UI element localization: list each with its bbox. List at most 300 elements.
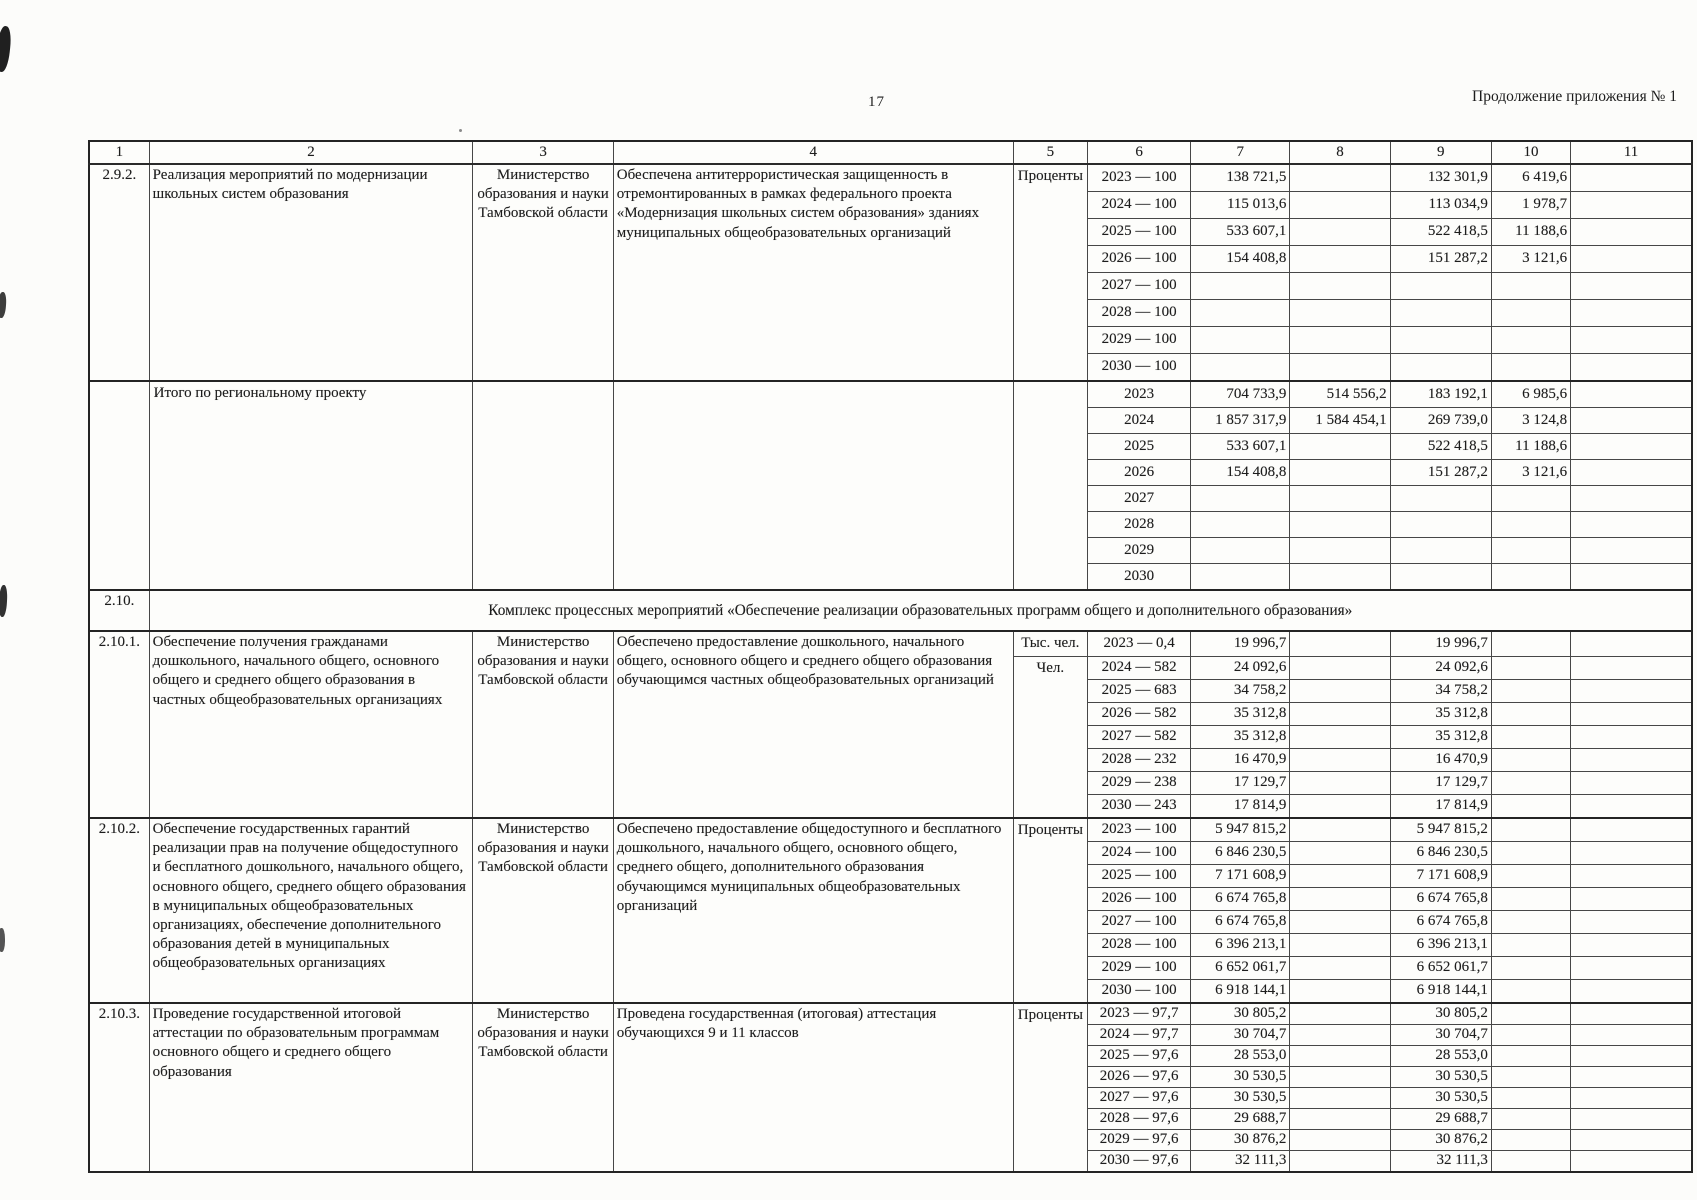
value-cell: 6 674 765,8 [1390,911,1491,934]
value-cell: 5 947 815,2 [1390,818,1491,842]
value-cell [1571,1130,1692,1151]
value-cell [1571,1025,1692,1046]
total-value-cell: 2028 [1087,512,1190,538]
value-cell: 2023 — 97,7 [1087,1003,1190,1025]
value-cell: 30 530,5 [1191,1088,1290,1109]
value-cell [1571,911,1692,934]
value-cell [1290,957,1390,980]
value-cell [1491,842,1570,865]
value-cell [1491,772,1570,795]
value-cell [1290,842,1390,865]
value-cell: 2023 — 0,4 [1087,631,1190,657]
total-value-cell [1571,564,1692,591]
total-value-cell [1191,538,1290,564]
value-cell [1571,192,1692,219]
value-cell [1290,726,1390,749]
executor: Министерство образования и науки Тамбовской области [473,818,613,1003]
total-value-cell [1290,486,1390,512]
value-cell: 115 013,6 [1191,192,1290,219]
total-value-cell [1290,538,1390,564]
value-cell [1191,273,1290,300]
value-cell: 29 688,7 [1191,1109,1290,1130]
value-cell: 16 470,9 [1390,749,1491,772]
value-cell: 533 607,1 [1191,219,1290,246]
value-cell [1290,1046,1390,1067]
value-cell [1571,164,1692,192]
value-cell: 1 978,7 [1491,192,1570,219]
total-value-cell: 151 287,2 [1390,460,1491,486]
total-value-cell [1491,486,1570,512]
value-cell [1290,631,1390,657]
value-cell [1491,1003,1570,1025]
value-cell [1290,657,1390,680]
value-cell [1571,980,1692,1004]
value-cell [1290,772,1390,795]
value-cell: 6 846 230,5 [1191,842,1290,865]
row-id: 2.10.3. [89,1003,149,1172]
value-cell: 138 721,5 [1191,164,1290,192]
value-cell: 2030 — 97,6 [1087,1151,1190,1173]
total-value-cell [1191,486,1290,512]
total-value-cell [1571,408,1692,434]
value-cell: 28 553,0 [1191,1046,1290,1067]
value-cell [1491,657,1570,680]
value-cell: 3 121,6 [1491,246,1570,273]
value-cell [1390,273,1491,300]
value-cell: 11 188,6 [1491,219,1570,246]
value-cell [1191,327,1290,354]
value-cell [1571,865,1692,888]
executor: Министерство образования и науки Тамбовской области [473,1003,613,1172]
value-cell [1290,703,1390,726]
value-cell: 19 996,7 [1191,631,1290,657]
value-cell: 2024 — 100 [1087,192,1190,219]
value-cell: 6 846 230,5 [1390,842,1491,865]
total-value-cell [1491,538,1570,564]
value-cell [1491,726,1570,749]
total-label: Итого по региональному проекту [149,381,473,590]
total-value-cell [1571,538,1692,564]
complex-title: Комплекс процессных мероприятий «Обеспечение реализации образовательных программ общего и дополнительного образования» [149,590,1692,631]
total-value-cell: 3 124,8 [1491,408,1570,434]
value-cell: 35 312,8 [1390,703,1491,726]
value-cell [1571,327,1692,354]
value-cell: 2027 — 97,6 [1087,1088,1190,1109]
value-cell [1491,934,1570,957]
value-cell: 35 312,8 [1191,726,1290,749]
complex-header-row [89,590,1692,631]
value-cell: 30 530,5 [1390,1088,1491,1109]
value-cell [1571,1151,1692,1173]
value-cell [1571,657,1692,680]
total-value-cell [1571,460,1692,486]
value-cell: 2024 — 100 [1087,842,1190,865]
unit-thousand-people: Тыс. чел. [1013,631,1087,657]
value-cell [1290,1067,1390,1088]
value-cell [1290,749,1390,772]
value-cell: 2023 — 100 [1087,164,1190,192]
value-cell [1290,1151,1390,1173]
value-cell [1571,246,1692,273]
value-cell: 2030 — 243 [1087,795,1190,819]
total-value-cell: 2027 [1087,486,1190,512]
value-cell [1290,219,1390,246]
total-value-cell [1571,434,1692,460]
value-cell: 2026 — 100 [1087,888,1190,911]
value-cell [1491,1130,1570,1151]
value-cell: 6 918 144,1 [1191,980,1290,1004]
total-value-cell: 269 739,0 [1390,408,1491,434]
total-value-cell: 6 985,6 [1491,381,1570,408]
section-2-10-2 [89,818,1692,1003]
column-number-cell: 7 [1191,141,1290,164]
value-cell: 24 092,6 [1191,657,1290,680]
scan-artifact [0,928,5,952]
value-cell [1290,354,1390,382]
value-cell [1571,1046,1692,1067]
value-cell: 16 470,9 [1191,749,1290,772]
value-cell [1290,1130,1390,1151]
value-cell: 32 111,3 [1191,1151,1290,1173]
value-cell: 6 674 765,8 [1191,911,1290,934]
value-cell [1290,888,1390,911]
value-cell: 2030 — 100 [1087,354,1190,382]
value-cell: 32 111,3 [1390,1151,1491,1173]
column-number-cell: 11 [1571,141,1692,164]
total-value-cell: 2024 [1087,408,1190,434]
row-id: 2.9.2. [89,164,149,381]
total-value-cell [1191,564,1290,591]
value-cell [1290,164,1390,192]
total-value-cell [1390,486,1491,512]
value-cell [1290,1088,1390,1109]
total-value-cell: 2025 [1087,434,1190,460]
value-cell [1290,1109,1390,1130]
total-value-cell [1390,564,1491,591]
value-cell [1290,1025,1390,1046]
executor: Министерство образования и науки Тамбовской области [473,164,613,381]
measure-title: Обеспечение государственных гарантий реализации прав на получение общедоступного и бесплатного дошкольного, начального общего, основного общего, среднего общего образования в муниципальных общеобразовательных организациях, обеспечение дополнительного образования детей в муниципальных общеобразовательных организациях [149,818,473,1003]
value-cell: 2026 — 582 [1087,703,1190,726]
section-2-10-1 [89,631,1692,818]
year-row [89,631,1692,657]
result-empty [613,381,1013,590]
value-cell [1491,273,1570,300]
column-number-cell: 8 [1290,141,1390,164]
scan-artifact [0,292,7,318]
value-cell [1571,273,1692,300]
value-cell [1290,818,1390,842]
value-cell: 2029 — 238 [1087,772,1190,795]
value-cell: 113 034,9 [1390,192,1491,219]
expected-result: Обеспечена антитеррористическая защищенность в отремонтированных в рамках федерального проекта «Модернизация школьных систем образования» зданиях муниципальных общеобразовательных организаций [613,164,1013,381]
value-cell: 6 674 765,8 [1390,888,1491,911]
value-cell [1571,631,1692,657]
section-2-10 [89,590,1692,631]
value-cell [1571,842,1692,865]
value-cell [1491,300,1570,327]
value-cell [1290,300,1390,327]
value-cell [1491,1046,1570,1067]
page-number: 17 [868,94,885,110]
total-value-cell: 2030 [1087,564,1190,591]
section-itogo [89,381,1692,590]
value-cell: 2029 — 100 [1087,327,1190,354]
value-cell: 154 408,8 [1191,246,1290,273]
total-value-cell: 2023 [1087,381,1190,408]
value-cell [1491,680,1570,703]
value-cell [1290,980,1390,1004]
year-row [89,164,1692,192]
value-cell: 2029 — 97,6 [1087,1130,1190,1151]
value-cell: 2028 — 232 [1087,749,1190,772]
value-cell: 6 652 061,7 [1191,957,1290,980]
column-number-cell: 10 [1491,141,1570,164]
value-cell: 30 876,2 [1191,1130,1290,1151]
column-number-cell: 5 [1013,141,1087,164]
value-cell: 30 805,2 [1390,1003,1491,1025]
value-cell [1571,749,1692,772]
year-row [89,381,1692,408]
value-cell: 34 758,2 [1390,680,1491,703]
value-cell [1491,1025,1570,1046]
total-value-cell: 1 857 317,9 [1191,408,1290,434]
value-cell [1491,749,1570,772]
value-cell [1390,327,1491,354]
value-cell [1290,680,1390,703]
value-cell [1571,219,1692,246]
value-cell [1571,680,1692,703]
value-cell [1571,354,1692,382]
total-value-cell: 1 584 454,1 [1290,408,1390,434]
column-number-cell: 2 [149,141,473,164]
value-cell [1571,934,1692,957]
program-measures-table [88,140,1693,1173]
value-cell [1571,1109,1692,1130]
value-cell: 34 758,2 [1191,680,1290,703]
value-cell [1571,1067,1692,1088]
value-cell: 35 312,8 [1390,726,1491,749]
value-cell: 6 652 061,7 [1390,957,1491,980]
value-cell: 2023 — 100 [1087,818,1190,842]
total-value-cell: 514 556,2 [1290,381,1390,408]
section-2-9-2 [89,164,1692,381]
expected-result: Обеспечено предоставление общедоступного и бесплатного дошкольного, начального общего, основного общего, среднего общего, дополнительного образования обучающимся муниципальных общеобразовательных организаций [613,818,1013,1003]
value-cell [1290,795,1390,819]
value-cell: 132 301,9 [1390,164,1491,192]
value-cell: 2025 — 97,6 [1087,1046,1190,1067]
value-cell [1491,911,1570,934]
value-cell [1571,300,1692,327]
value-cell: 30 876,2 [1390,1130,1491,1151]
executor: Министерство образования и науки Тамбовской области [473,631,613,818]
total-value-cell [1390,538,1491,564]
value-cell [1571,772,1692,795]
total-value-cell [1491,564,1570,591]
expected-result: Проведена государственная (итоговая) аттестация обучающихся 9 и 11 классов [613,1003,1013,1172]
value-cell: 5 947 815,2 [1191,818,1290,842]
value-cell: 2027 — 100 [1087,273,1190,300]
value-cell: 17 129,7 [1191,772,1290,795]
value-cell [1491,865,1570,888]
value-cell: 2027 — 100 [1087,911,1190,934]
total-value-cell: 154 408,8 [1191,460,1290,486]
total-value-cell: 11 188,6 [1491,434,1570,460]
value-cell: 30 530,5 [1390,1067,1491,1088]
value-cell [1571,818,1692,842]
value-cell: 522 418,5 [1390,219,1491,246]
value-cell [1290,192,1390,219]
value-cell [1491,354,1570,382]
value-cell: 30 704,7 [1191,1025,1290,1046]
value-cell: 2026 — 100 [1087,246,1190,273]
value-cell: 17 129,7 [1390,772,1491,795]
value-cell: 2028 — 97,6 [1087,1109,1190,1130]
value-cell: 6 918 144,1 [1390,980,1491,1004]
value-cell [1290,273,1390,300]
value-cell [1571,888,1692,911]
value-cell: 6 396 213,1 [1191,934,1290,957]
scan-artifact [0,585,8,617]
value-cell: 30 704,7 [1390,1025,1491,1046]
column-numbers-header [89,141,1692,164]
row-id: 2.10.2. [89,818,149,1003]
value-cell: 30 805,2 [1191,1003,1290,1025]
total-value-cell [1571,512,1692,538]
value-cell: 2028 — 100 [1087,934,1190,957]
value-cell: 7 171 608,9 [1191,865,1290,888]
total-value-cell: 533 607,1 [1191,434,1290,460]
total-value-cell [1290,564,1390,591]
unit: Проценты [1013,818,1087,1003]
value-cell [1491,631,1570,657]
value-cell: 2025 — 100 [1087,219,1190,246]
value-cell [1571,795,1692,819]
value-cell: 29 688,7 [1390,1109,1491,1130]
value-cell [1290,911,1390,934]
total-value-cell [1290,434,1390,460]
row-id-empty [89,381,149,590]
value-cell [1390,300,1491,327]
value-cell [1571,1003,1692,1025]
value-cell: 2025 — 100 [1087,865,1190,888]
unit: Проценты [1013,1003,1087,1172]
measure-title: Проведение государственной итоговой аттестации по образовательным программам основного общего и среднего общего образования [149,1003,473,1172]
value-cell [1491,1088,1570,1109]
value-cell [1571,726,1692,749]
column-number-cell: 6 [1087,141,1190,164]
value-cell [1290,1003,1390,1025]
total-value-cell: 2029 [1087,538,1190,564]
total-value-cell [1571,486,1692,512]
value-cell [1290,246,1390,273]
scan-artifact [0,25,12,72]
value-cell: 7 171 608,9 [1390,865,1491,888]
value-cell [1491,980,1570,1004]
scan-speck [459,129,462,132]
total-value-cell [1290,460,1390,486]
total-value-cell [1491,512,1570,538]
total-value-cell [1191,512,1290,538]
total-value-cell: 704 733,9 [1191,381,1290,408]
measure-title: Обеспечение получения гражданами дошкольного, начального общего, основного общего и среднего общего образования в частных общеобразовательных организациях [149,631,473,818]
value-cell [1290,327,1390,354]
year-row [89,818,1692,842]
value-cell: 2026 — 97,6 [1087,1067,1190,1088]
value-cell: 24 092,6 [1390,657,1491,680]
value-cell [1491,888,1570,911]
value-cell [1491,327,1570,354]
value-cell [1191,300,1290,327]
row-id: 2.10. [89,590,149,631]
value-cell [1571,1088,1692,1109]
value-cell: 6 674 765,8 [1191,888,1290,911]
column-number-cell: 1 [89,141,149,164]
value-cell [1571,703,1692,726]
value-cell [1491,818,1570,842]
value-cell [1491,1151,1570,1173]
value-cell [1571,957,1692,980]
value-cell: 2024 — 97,7 [1087,1025,1190,1046]
value-cell: 17 814,9 [1191,795,1290,819]
column-number-cell: 4 [613,141,1013,164]
value-cell: 28 553,0 [1390,1046,1491,1067]
value-cell [1290,865,1390,888]
value-cell: 19 996,7 [1390,631,1491,657]
unit: Проценты [1013,164,1087,381]
value-cell: 17 814,9 [1390,795,1491,819]
row-id: 2.10.1. [89,631,149,818]
value-cell [1491,703,1570,726]
value-cell: 151 287,2 [1390,246,1491,273]
year-row [89,1003,1692,1025]
value-cell: 2024 — 582 [1087,657,1190,680]
column-number-cell: 3 [473,141,613,164]
total-value-cell [1571,381,1692,408]
value-cell: 6 396 213,1 [1390,934,1491,957]
value-cell [1491,957,1570,980]
value-cell [1390,354,1491,382]
value-cell [1491,795,1570,819]
value-cell: 2025 — 683 [1087,680,1190,703]
value-cell [1191,354,1290,382]
value-cell: 30 530,5 [1191,1067,1290,1088]
expected-result: Обеспечено предоставление дошкольного, начального общего, основного общего и среднего общего образования обучающимся частных общеобразовательных организаций [613,631,1013,818]
value-cell: 35 312,8 [1191,703,1290,726]
value-cell: 2030 — 100 [1087,980,1190,1004]
section-2-10-3 [89,1003,1692,1172]
total-value-cell: 2026 [1087,460,1190,486]
value-cell [1290,934,1390,957]
unit-people: Чел. [1013,657,1087,819]
column-numbers-row [89,141,1692,164]
total-value-cell [1390,512,1491,538]
value-cell: 2029 — 100 [1087,957,1190,980]
total-value-cell: 183 192,1 [1390,381,1491,408]
total-value-cell: 522 418,5 [1390,434,1491,460]
value-cell [1491,1109,1570,1130]
value-cell: 2028 — 100 [1087,300,1190,327]
value-cell: 2027 — 582 [1087,726,1190,749]
value-cell: 6 419,6 [1491,164,1570,192]
value-cell [1491,1067,1570,1088]
continuation-label: Продолжение приложения № 1 [1472,88,1677,105]
column-number-cell: 9 [1390,141,1491,164]
measure-title: Реализация мероприятий по модернизации школьных систем образования [149,164,473,381]
total-value-cell [1290,512,1390,538]
unit-empty [1013,381,1087,590]
total-value-cell: 3 121,6 [1491,460,1570,486]
